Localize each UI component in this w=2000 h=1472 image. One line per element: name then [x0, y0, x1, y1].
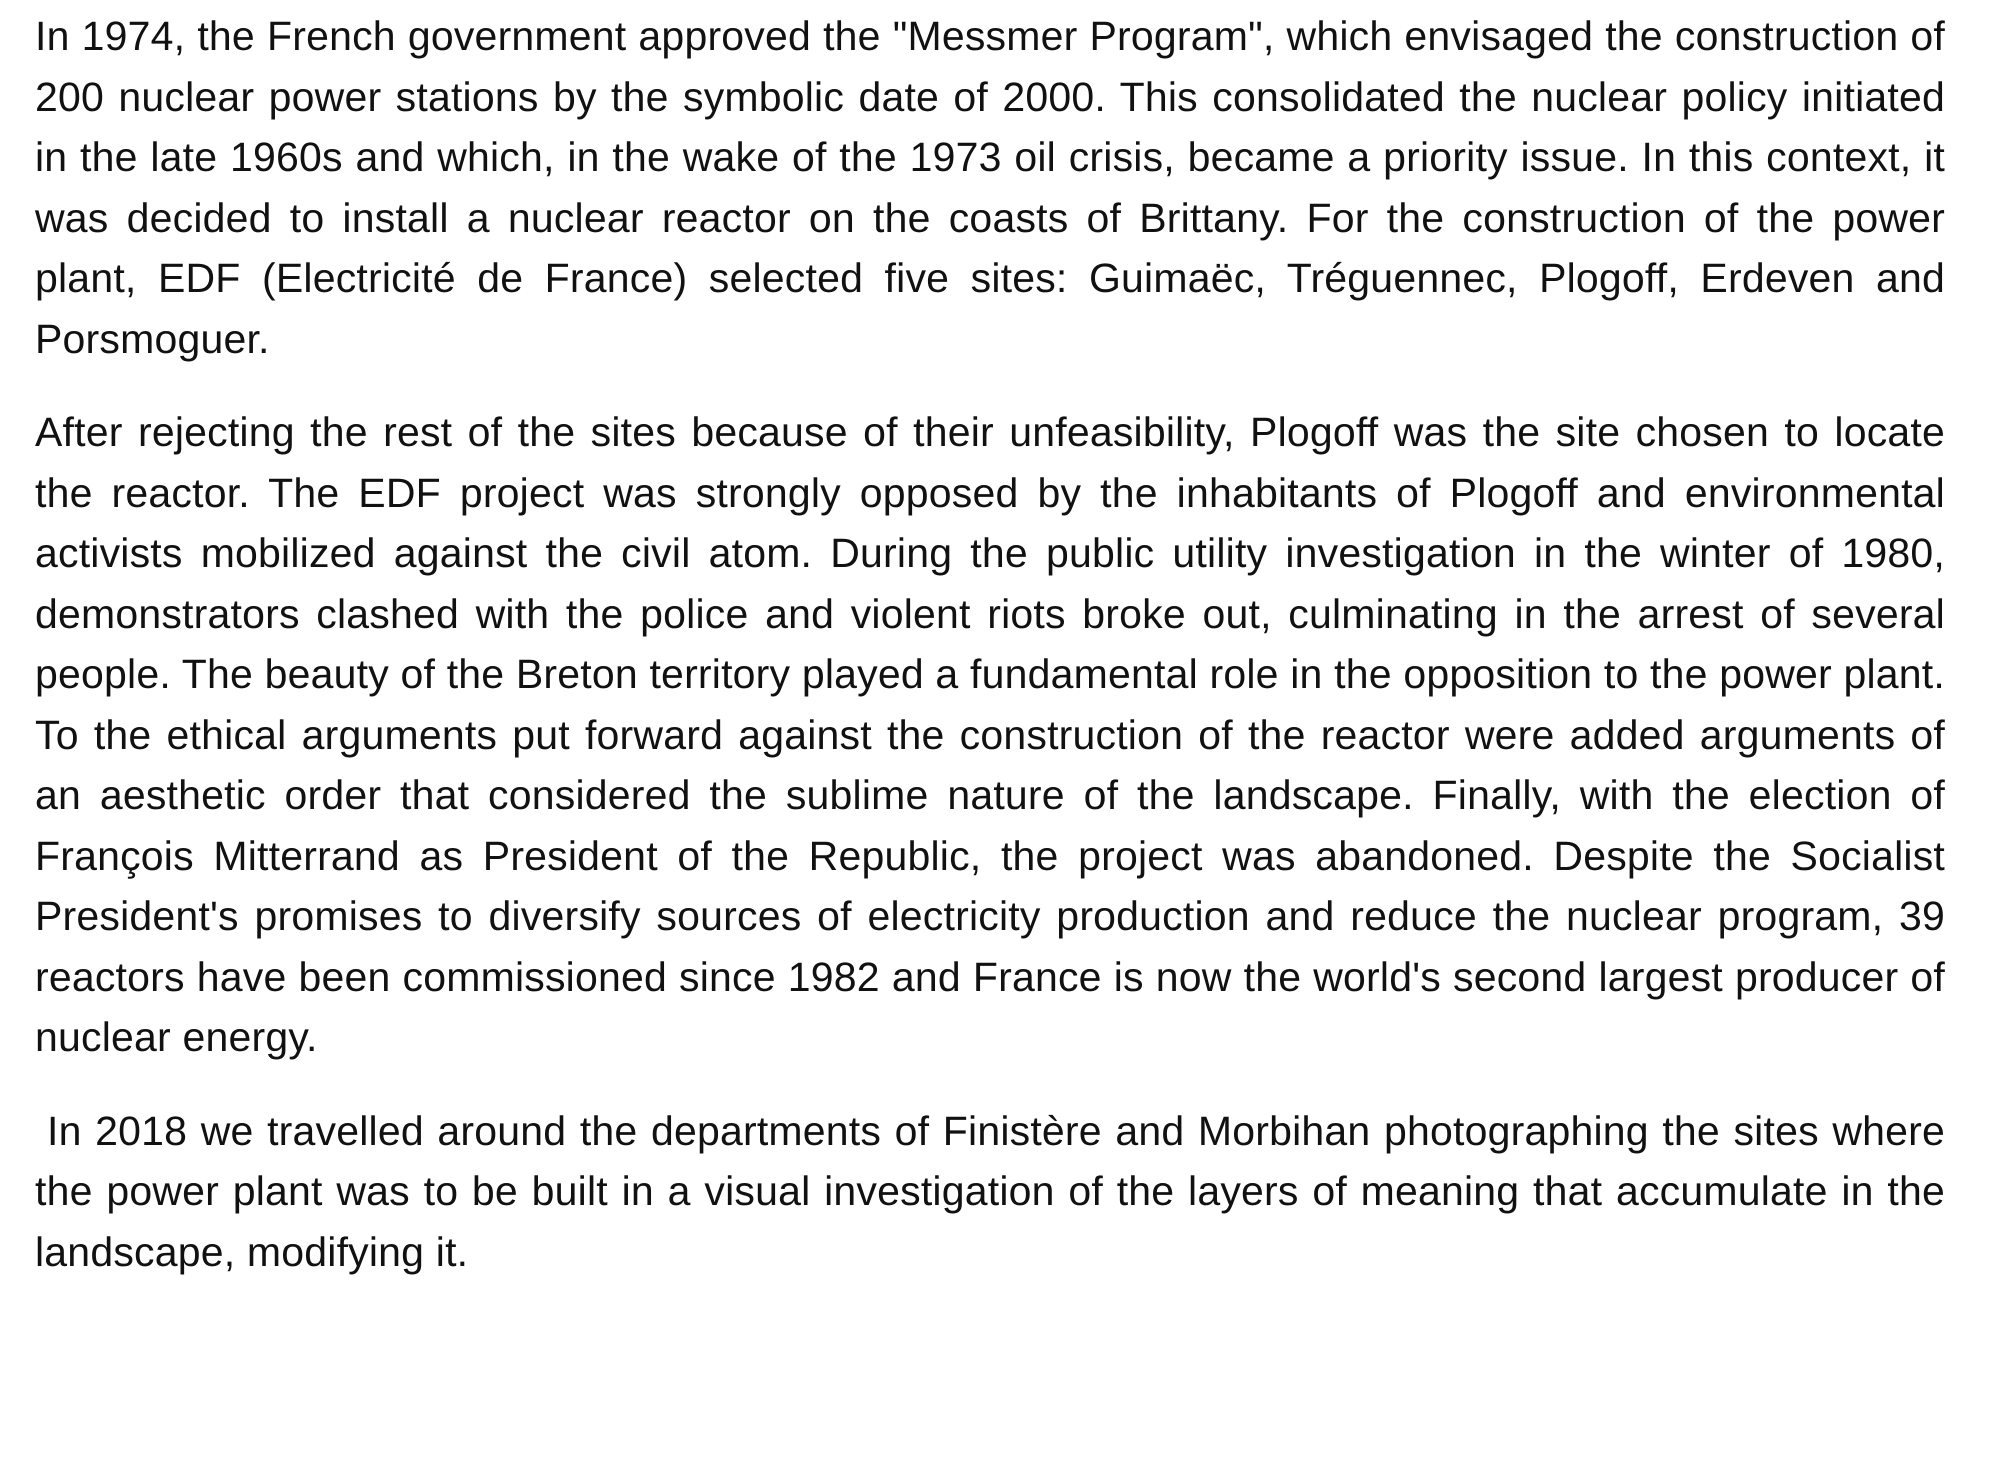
paragraph-messmer-program: In 1974, the French government approved the "Messmer Program", which envisaged the construction of 200 nuclear power stations by the symbolic date of 2000. This consolidated the nuclear policy initiated in the late 1960s and which, in the wake of the 1973 oil crisis, became a priority issue. In this context, it was decided to install a nuclear reactor on the coasts of Brittany. For the construction of the power plant, EDF (Electricité de France) selected five sites: Guimaëc, Tréguennec, Plogoff, Erdeven and Porsmoguer. — [35, 13, 1945, 362]
document-page — [35, 6, 1945, 1315]
paragraph-2018-investigation: In 2018 we travelled around the departments of Finistère and Morbihan photographing the sites where the power plant was to be built in a visual investigation of the layers of meaning that accumulate in the landscape, modifying it. — [35, 1107, 1945, 1275]
paragraph-plogoff-opposition: After rejecting the rest of the sites because of their unfeasibility, Plogoff was the site chosen to locate the reactor. The EDF project was strongly opposed by the inhabitants of Plogoff and environmental activists mobilized against the civil atom. During the public utility investigation in the winter of 1980, demonstrators clashed with the police and violent riots broke out, culminating in the arrest of several people. The beauty of the Breton territory played a fundamental role in the opposition to the power plant. To the ethical arguments put forward against the construction of the reactor were added arguments of an aesthetic order that considered the sublime nature of the landscape. Finally, with the election of François Mitterrand as President of the Republic, the project was abandoned. Despite the Socialist President's promises to diversify sources of electricity production and reduce the nuclear program, 39 reactors have been commissioned since 1982 and France is now the world's second largest producer of nuclear energy. — [35, 409, 1945, 1060]
